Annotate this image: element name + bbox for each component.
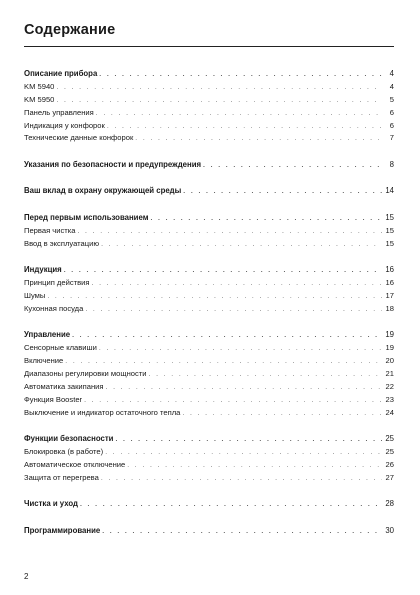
toc-page-number: 16 [385, 265, 394, 275]
toc-section [24, 264, 394, 316]
toc-entry [24, 459, 394, 472]
toc-entry [24, 394, 394, 407]
toc-entry-label: Блокировка (в работе) [24, 447, 104, 457]
toc-page-number: 8 [389, 159, 394, 169]
toc-entry-label: Принцип действия [24, 278, 90, 288]
toc-section-heading [24, 329, 394, 342]
toc-heading-label: Описание прибора [24, 69, 98, 78]
toc-entry-label: Включение [24, 356, 64, 366]
toc-entry [24, 381, 394, 394]
toc-entry [24, 446, 394, 459]
toc-page-number: 6 [389, 107, 394, 117]
toc-entry [24, 238, 394, 251]
dot-leader [203, 160, 382, 173]
toc-page-number: 22 [385, 381, 394, 391]
toc-page-number: 24 [385, 407, 394, 417]
toc-entry-label: Панель управления [24, 107, 94, 117]
dot-leader [92, 278, 383, 291]
toc-page-number: 28 [385, 499, 394, 509]
toc-section-heading [24, 159, 394, 172]
toc-entry-label: Автоматическое отключение [24, 459, 126, 469]
dot-leader [56, 95, 382, 108]
toc-section [24, 185, 394, 198]
toc-entry-label: Технические данные конфорок [24, 133, 134, 143]
dot-leader [72, 330, 382, 343]
toc-page-number: 6 [389, 120, 394, 130]
dot-leader [183, 186, 382, 199]
dot-leader [101, 473, 382, 486]
toc-page-number: 20 [385, 356, 394, 366]
toc-entry-label: Индикация у конфорок [24, 120, 105, 130]
toc-heading-label: Указания по безопасности и предупреждения [24, 159, 202, 169]
toc-page-number: 14 [385, 186, 394, 196]
toc-section-heading [24, 68, 394, 81]
toc-section-heading [24, 212, 394, 225]
toc-section [24, 329, 394, 419]
toc-page-number: 19 [385, 330, 394, 340]
toc-page-number: 26 [385, 459, 394, 469]
toc-heading-label: Программирование [24, 525, 101, 535]
toc-page-number: 15 [385, 212, 394, 222]
toc-section-heading [24, 498, 394, 511]
dot-leader [99, 343, 382, 356]
toc-entry-label: Шумы [24, 290, 46, 300]
toc-page-number: 18 [385, 303, 394, 313]
dot-leader [102, 526, 382, 539]
toc-section [24, 525, 394, 538]
dot-leader [149, 369, 382, 382]
dot-leader [135, 133, 382, 146]
toc-entry [24, 407, 394, 420]
dot-leader [96, 108, 382, 121]
toc-entry [24, 120, 394, 133]
toc-entry [24, 303, 394, 316]
dot-leader [47, 291, 382, 304]
table-of-contents [24, 68, 394, 551]
page-title: Содержание [24, 22, 116, 38]
toc-page-number: 4 [389, 69, 394, 78]
toc-section-heading [24, 433, 394, 446]
toc-page-number: 19 [385, 343, 394, 353]
toc-entry [24, 107, 394, 120]
toc-entry-label: Кухонная посуда [24, 303, 84, 313]
page-number: 2 [24, 572, 29, 581]
toc-section [24, 212, 394, 251]
dot-leader [85, 304, 382, 317]
toc-entry [24, 132, 394, 145]
toc-page-number: 15 [385, 238, 394, 248]
toc-entry [24, 290, 394, 303]
toc-page-number: 4 [389, 81, 394, 91]
toc-entry-label: Защита от перегрева [24, 472, 99, 482]
toc-section-heading [24, 525, 394, 538]
toc-entry [24, 368, 394, 381]
toc-page-number: 16 [385, 278, 394, 288]
toc-section [24, 159, 394, 172]
dot-leader [99, 69, 382, 82]
toc-page-number: 25 [385, 447, 394, 457]
dot-leader [127, 460, 382, 473]
toc-section [24, 498, 394, 511]
toc-entry-label: Первая чистка [24, 225, 76, 235]
toc-entry-label: Функция Booster [24, 394, 83, 404]
dot-leader [56, 82, 382, 95]
toc-heading-label: Индукция [24, 265, 62, 275]
toc-entry-label: Сенсорные клавиши [24, 343, 97, 353]
toc-entry [24, 277, 394, 290]
dot-leader [107, 121, 382, 134]
toc-entry-label: KM 5950 [24, 94, 55, 104]
toc-heading-label: Чистка и уход [24, 499, 78, 509]
dot-leader [64, 265, 382, 278]
toc-page-number: 15 [385, 225, 394, 235]
toc-page-number: 30 [385, 525, 394, 535]
dot-leader [150, 213, 382, 226]
toc-entry-label: Ввод в эксплуатацию [24, 238, 100, 248]
dot-leader [105, 447, 382, 460]
toc-entry-label: KM 5940 [24, 81, 55, 91]
toc-page-number: 17 [385, 290, 394, 300]
toc-entry-label: Диапазоны регулировки мощности [24, 369, 147, 378]
toc-entry-label: Выключение и индикатор остаточного тепла [24, 407, 181, 417]
toc-section-heading [24, 264, 394, 277]
dot-leader [80, 499, 382, 512]
dot-leader [106, 382, 382, 395]
dot-leader [101, 239, 382, 252]
toc-page-number: 7 [389, 133, 394, 143]
toc-page-number: 5 [389, 94, 394, 104]
toc-entry [24, 342, 394, 355]
dot-leader [115, 434, 382, 447]
toc-entry-label: Автоматика закипания [24, 381, 104, 391]
toc-entry [24, 225, 394, 238]
toc-page-number: 27 [385, 472, 394, 482]
title-divider [24, 46, 394, 47]
toc-heading-label: Управление [24, 330, 71, 340]
toc-entry [24, 472, 394, 485]
toc-heading-label: Ваш вклад в охрану окружающей среды [24, 186, 182, 196]
dot-leader [182, 408, 382, 421]
toc-entry [24, 81, 394, 94]
toc-page-number: 21 [385, 369, 394, 378]
toc-entry [24, 94, 394, 107]
toc-page-number: 25 [385, 434, 394, 444]
toc-section [24, 68, 394, 145]
toc-heading-label: Перед первым использованием [24, 212, 149, 222]
toc-section-heading [24, 185, 394, 198]
toc-page-number: 23 [385, 394, 394, 404]
toc-heading-label: Функции безопасности [24, 434, 114, 444]
toc-entry [24, 355, 394, 368]
toc-section [24, 433, 394, 485]
dot-leader [77, 226, 382, 239]
